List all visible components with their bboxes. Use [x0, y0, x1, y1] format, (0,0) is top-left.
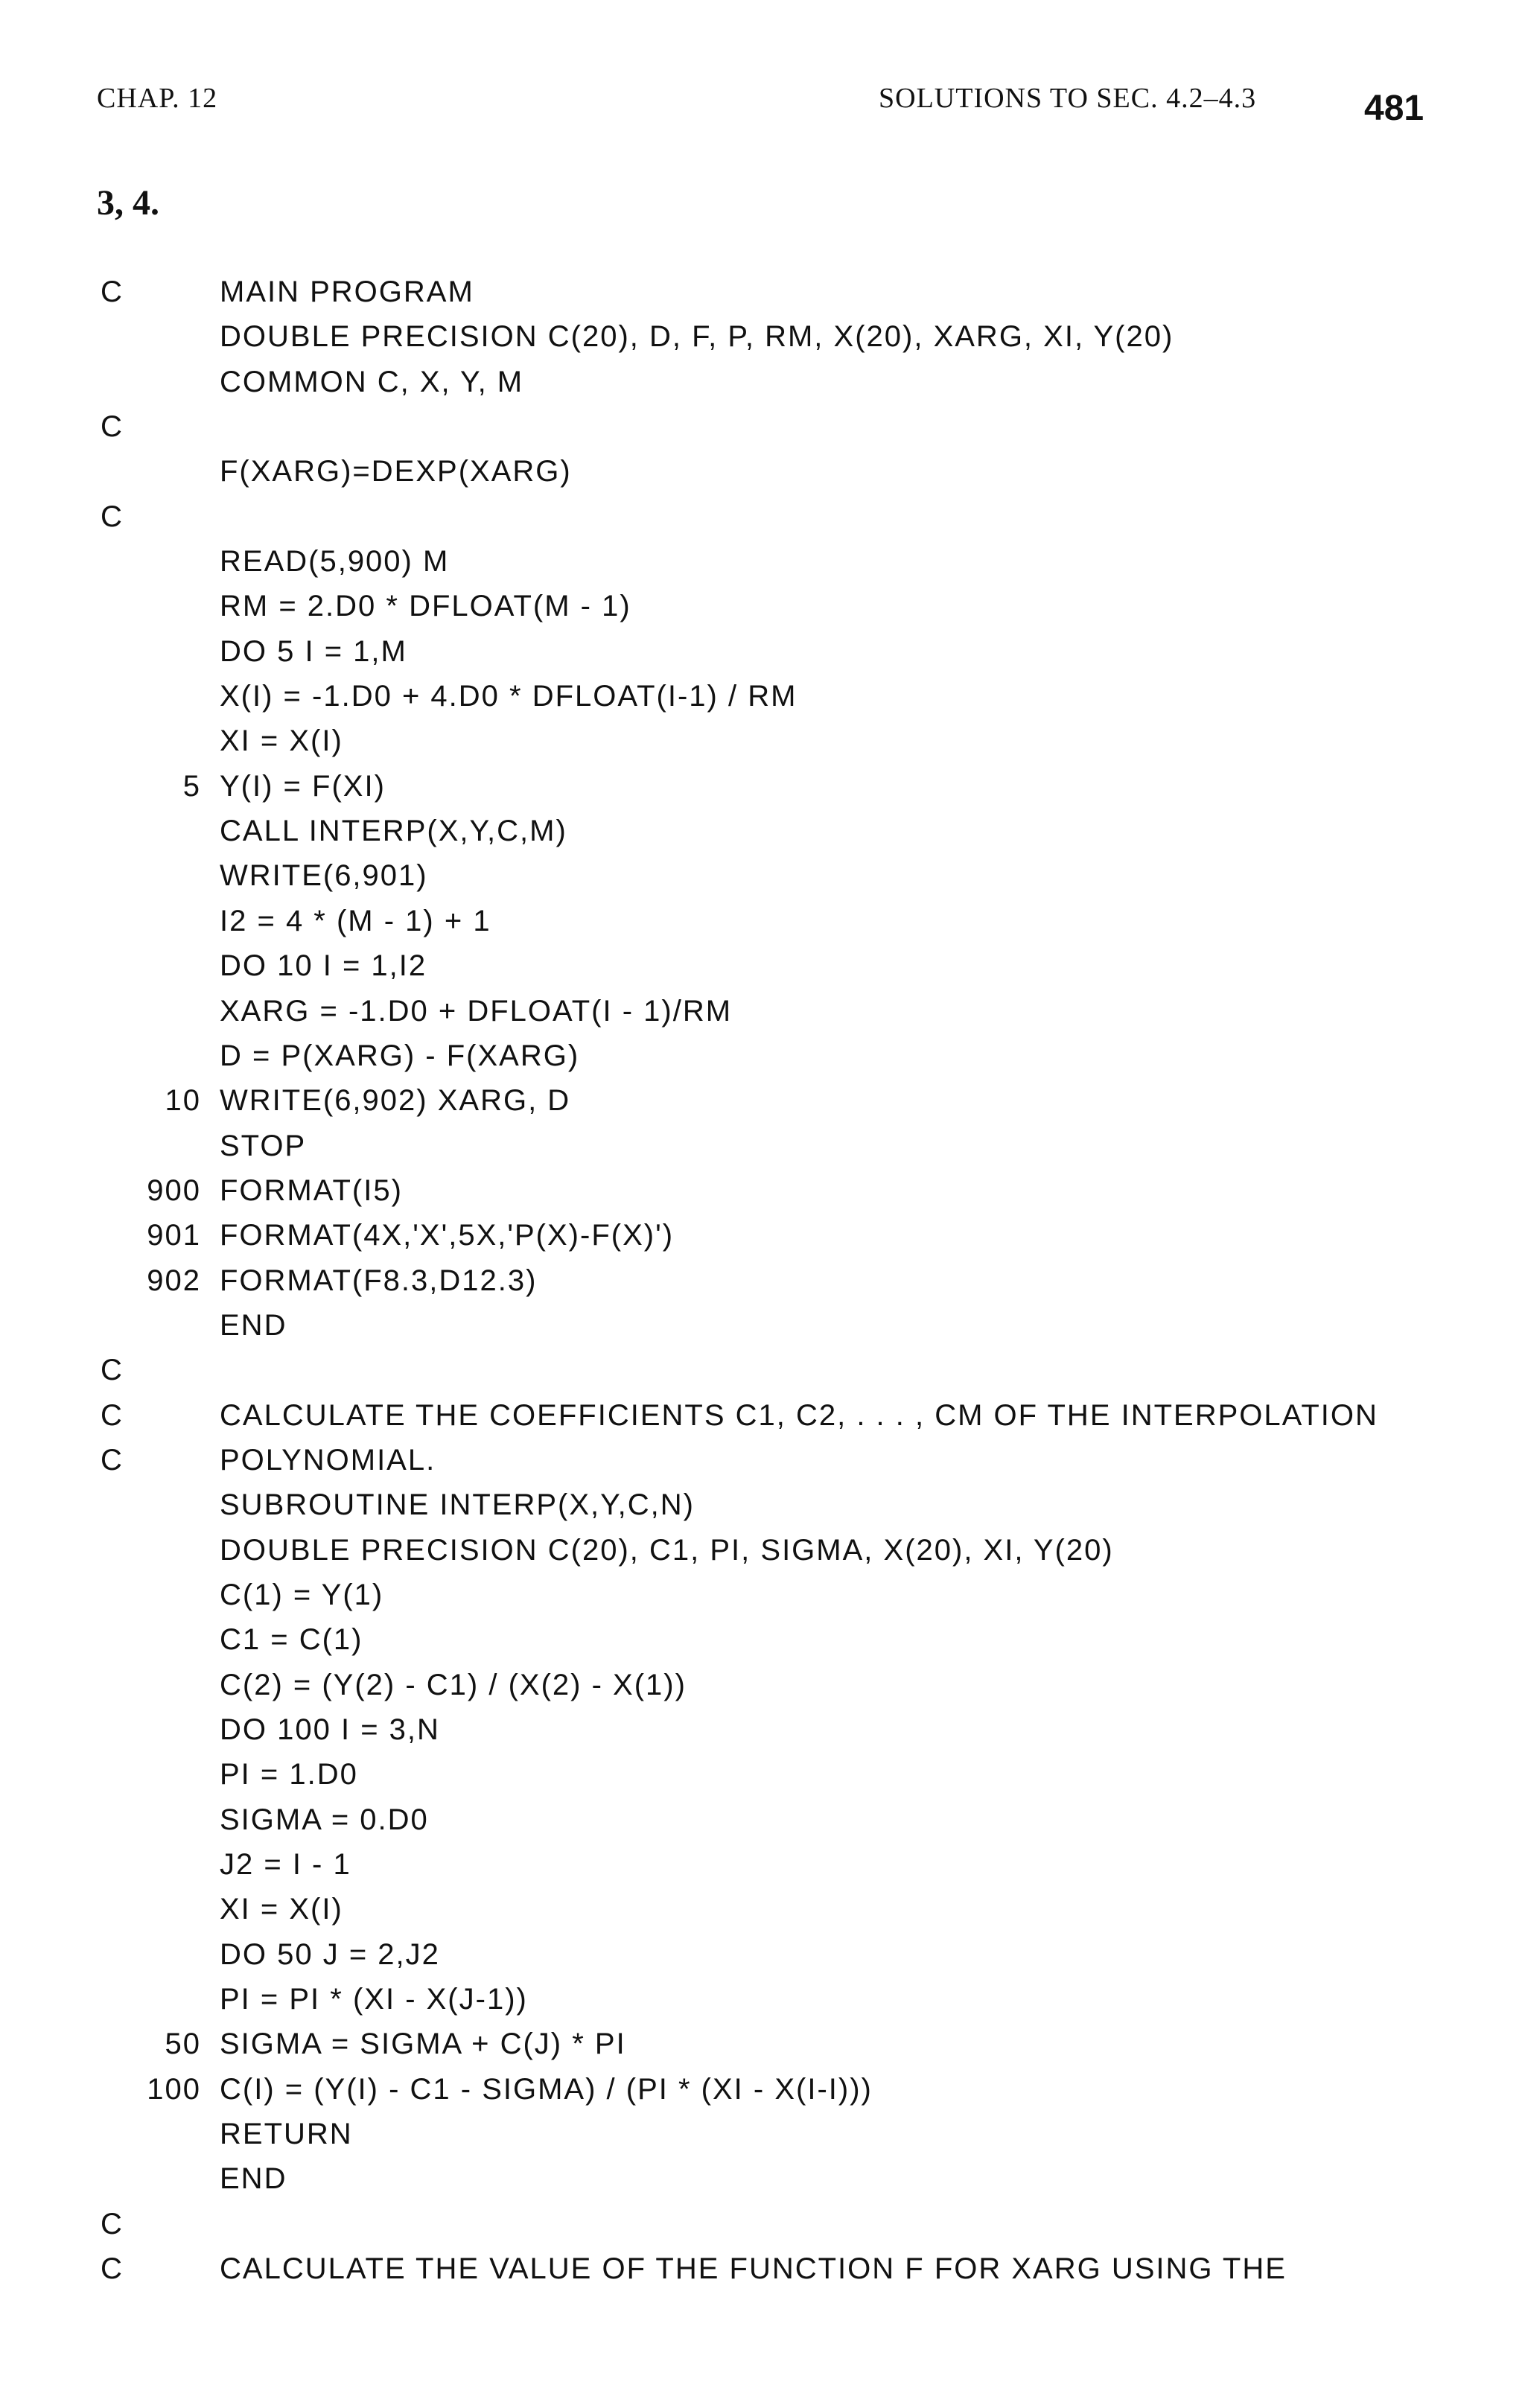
code-line — [0, 314, 1525, 359]
statement-text: SIGMA = SIGMA + C(J) * PI — [220, 2028, 626, 2061]
statement-text: DO 50 J = 2,J2 — [220, 1937, 440, 1971]
comment-marker: C — [101, 1398, 124, 1432]
code-line — [0, 674, 1525, 719]
code-line — [0, 629, 1525, 674]
statement-text: FORMAT(F8.3,D12.3) — [220, 1264, 538, 1297]
comment-marker: C — [101, 2207, 124, 2240]
statement-text: XARG = -1.D0 + DFLOAT(I - 1)/RM — [220, 994, 733, 1028]
statement-text: DOUBLE PRECISION C(20), C1, PI, SIGMA, X(20), XI, Y(20) — [220, 1533, 1114, 1567]
statement-text: CALCULATE THE VALUE OF THE FUNCTION F FOR XARG USING THE — [220, 2252, 1287, 2286]
code-line — [0, 1977, 1525, 2022]
statement-text: C(I) = (Y(I) - C1 - SIGMA) / (PI * (XI - X(I-I))) — [220, 2072, 873, 2106]
statement-text: FORMAT(4X,'X',5X,'P(X)-F(X)') — [220, 1219, 675, 1252]
statement-text: I2 = 4 * (M - 1) + 1 — [220, 904, 491, 937]
code-line — [0, 1303, 1525, 1348]
statement-text: XI = X(I) — [220, 1893, 343, 1926]
problem-label: 3, 4. — [97, 183, 159, 223]
code-line — [0, 2156, 1525, 2201]
comment-marker: C — [101, 410, 124, 444]
code-line — [0, 360, 1525, 404]
statement-text: COMMON C, X, Y, M — [220, 365, 524, 398]
statement-text: DO 5 I = 1,M — [220, 634, 407, 668]
code-line — [0, 1887, 1525, 1931]
code-line — [0, 449, 1525, 494]
statement-text: F(XARG)=DEXP(XARG) — [220, 455, 572, 488]
statement-text: WRITE(6,901) — [220, 859, 428, 893]
statement-text: Y(I) = F(XI) — [220, 769, 386, 803]
code-line — [0, 989, 1525, 1033]
code-line — [0, 764, 1525, 809]
statement-text: DOUBLE PRECISION C(20), D, F, P, RM, X(20), XARG, XI, Y(20) — [220, 320, 1174, 354]
code-line — [0, 1168, 1525, 1213]
code-line — [0, 584, 1525, 628]
statement-text: PI = 1.D0 — [220, 1758, 358, 1791]
code-line — [0, 2246, 1525, 2291]
statement-text: X(I) = -1.D0 + 4.D0 * DFLOAT(I-1) / RM — [220, 680, 797, 713]
statement-text: C(1) = Y(1) — [220, 1578, 384, 1611]
statement-label: 10 — [165, 1084, 201, 1118]
statement-text: C(2) = (Y(2) - C1) / (X(2) - X(1)) — [220, 1668, 687, 1701]
statement-text: POLYNOMIAL. — [220, 1443, 436, 1477]
statement-label: 902 — [147, 1264, 201, 1297]
code-line — [0, 943, 1525, 988]
statement-text: STOP — [220, 1129, 307, 1162]
code-line — [0, 1078, 1525, 1123]
statement-label: 5 — [182, 769, 201, 803]
statement-text: C1 = C(1) — [220, 1623, 363, 1657]
code-line — [0, 1932, 1525, 1977]
code-line — [0, 1033, 1525, 1078]
code-line — [0, 1482, 1525, 1527]
code-line — [0, 1438, 1525, 1482]
code-line — [0, 1752, 1525, 1797]
code-line — [0, 1528, 1525, 1573]
code-line — [0, 2202, 1525, 2246]
code-line — [0, 1124, 1525, 1168]
statement-text: RM = 2.D0 * DFLOAT(M - 1) — [220, 590, 631, 623]
code-line — [0, 1617, 1525, 1662]
statement-text: END — [220, 2162, 287, 2196]
statement-text: CALL INTERP(X,Y,C,M) — [220, 815, 567, 848]
code-line — [0, 2022, 1525, 2066]
statement-text: WRITE(6,902) XARG, D — [220, 1084, 571, 1118]
code-line — [0, 2112, 1525, 2156]
chapter-text: CHAP. 12 — [97, 83, 218, 114]
comment-marker: C — [101, 1443, 124, 1477]
code-line — [0, 270, 1525, 314]
code-line — [0, 1258, 1525, 1303]
comment-marker: C — [101, 2252, 124, 2286]
statement-text: SIGMA = 0.D0 — [220, 1803, 429, 1836]
code-line — [0, 1573, 1525, 1617]
statement-label: 900 — [147, 1173, 201, 1207]
statement-text: DO 10 I = 1,I2 — [220, 949, 427, 983]
statement-text: MAIN PROGRAM — [220, 275, 474, 308]
code-line — [0, 2067, 1525, 2112]
code-line — [0, 1842, 1525, 1887]
code-line — [0, 809, 1525, 853]
code-line — [0, 1663, 1525, 1707]
statement-text: RETURN — [220, 2118, 353, 2151]
statement-text: XI = X(I) — [220, 724, 343, 758]
code-line — [0, 1348, 1525, 1392]
code-listing — [0, 270, 1525, 2291]
statement-text: DO 100 I = 3,N — [220, 1713, 440, 1746]
statement-text: SUBROUTINE INTERP(X,Y,C,N) — [220, 1488, 695, 1522]
comment-marker: C — [101, 275, 124, 308]
statement-label: 50 — [165, 2028, 201, 2061]
statement-text: CALCULATE THE COEFFICIENTS C1, C2, . . . , CM OF THE INTERPOLATION — [220, 1398, 1378, 1432]
code-line — [0, 899, 1525, 943]
code-line — [0, 853, 1525, 898]
code-line — [0, 494, 1525, 539]
comment-marker: C — [101, 500, 124, 533]
statement-text: J2 = I - 1 — [220, 1848, 351, 1882]
statement-text: D = P(XARG) - F(XARG) — [220, 1039, 580, 1072]
code-line — [0, 539, 1525, 584]
running-title: SOLUTIONS TO SEC. 4.2–4.3 — [879, 83, 1257, 114]
statement-label: 100 — [147, 2072, 201, 2106]
statement-label: 901 — [147, 1219, 201, 1252]
code-line — [0, 1707, 1525, 1752]
statement-text: READ(5,900) M — [220, 545, 450, 579]
comment-marker: C — [101, 1354, 124, 1387]
code-line — [0, 404, 1525, 449]
page-number: 481 — [1364, 89, 1424, 128]
statement-text: FORMAT(I5) — [220, 1173, 403, 1207]
statement-text: PI = PI * (XI - X(J-1)) — [220, 1983, 528, 2016]
chapter-label — [97, 82, 217, 115]
code-line — [0, 1213, 1525, 1258]
statement-text: END — [220, 1308, 287, 1342]
code-line — [0, 719, 1525, 763]
code-line — [0, 1797, 1525, 1842]
code-line — [0, 1393, 1525, 1438]
